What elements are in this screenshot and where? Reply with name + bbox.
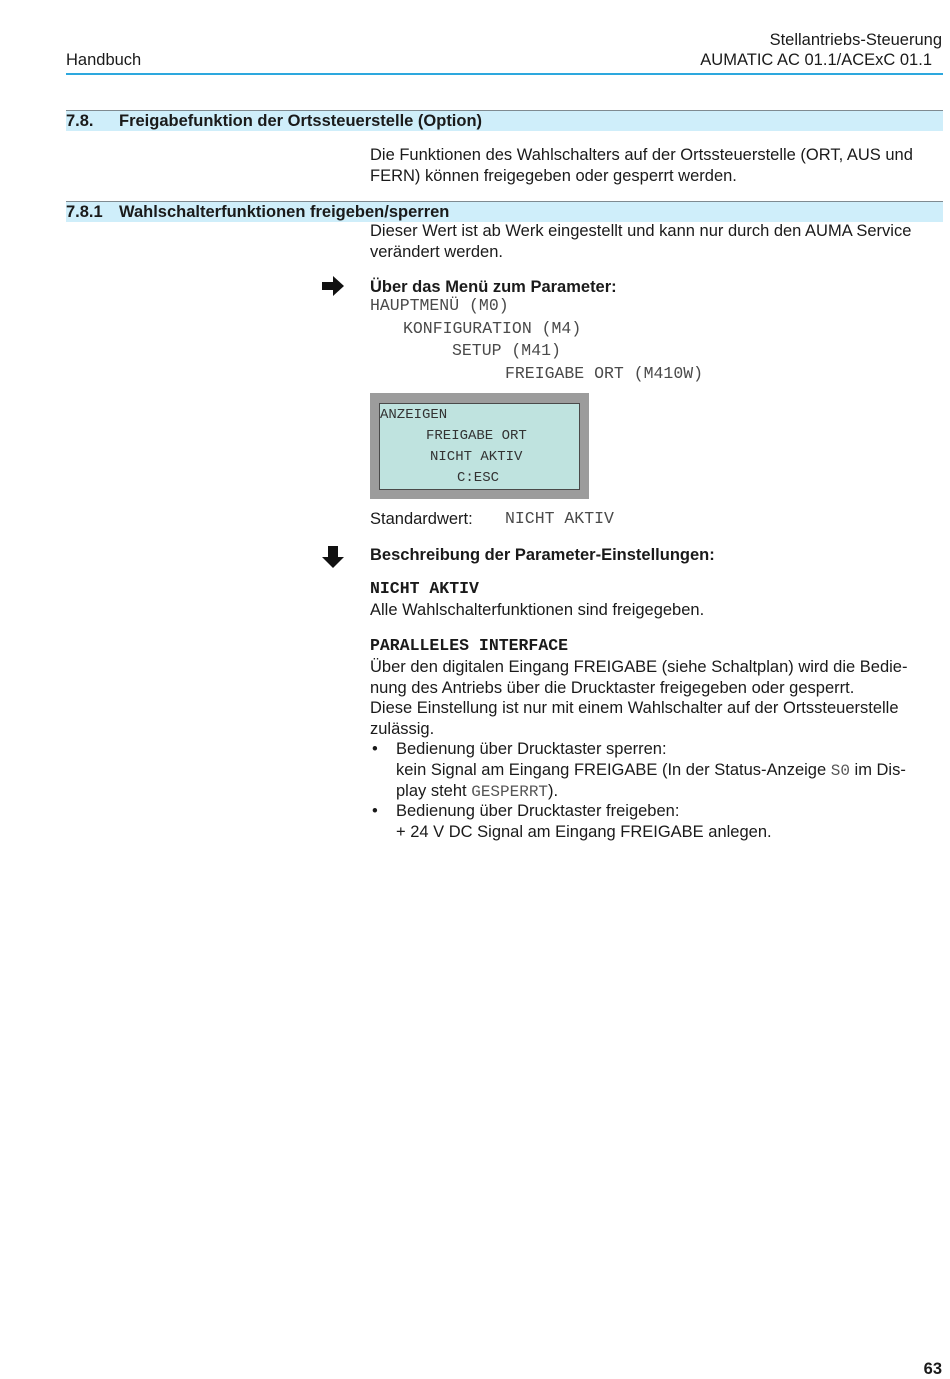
option-name-nicht-aktiv: NICHT AKTIV: [370, 579, 479, 598]
section-7-8-1-body: [370, 221, 940, 262]
section-7-8-body: [370, 145, 940, 186]
status-code: GESPERRT: [471, 783, 549, 801]
text-span: play steht: [396, 782, 472, 800]
arrow-right-icon: [322, 276, 344, 298]
header-manual-label: Handbuch: [66, 51, 142, 69]
text-span: im Dis-: [849, 760, 906, 779]
section-number: 7.8.1: [66, 203, 103, 221]
body-line: Die Funktionen des Wahlschalters auf der Ortssteuerstelle (ORT, AUS und: [370, 146, 913, 164]
section-title: Wahlschalterfunktionen freigeben/sperren: [119, 203, 450, 221]
default-value: NICHT AKTIV: [505, 509, 614, 528]
lcd-line-4: C:ESC: [457, 470, 500, 486]
description-heading: Beschreibung der Parameter-Einstellungen:: [370, 546, 715, 564]
bullet-title: Bedienung über Drucktaster sperren:: [396, 740, 667, 758]
bullet-line: + 24 V DC Signal am Eingang FREIGABE anlegen.: [396, 822, 772, 841]
text-span: kein Signal am Eingang FREIGABE (In der Status-Anzeige: [396, 760, 831, 779]
status-code: S0: [830, 761, 850, 780]
lcd-line-3: NICHT AKTIV: [430, 449, 523, 465]
page-number: 63: [923, 1360, 942, 1378]
text-span: ).: [548, 782, 559, 800]
arrow-down-icon: [322, 546, 344, 568]
bullet-item-lock: [396, 739, 941, 803]
option-text: Alle Wahlschalterfunktionen sind freigegeben.: [370, 601, 705, 619]
section-heading-7-8: [66, 110, 943, 131]
bullet-symbol: •: [372, 740, 378, 758]
body-line: nung des Antriebs über die Drucktaster freigegeben oder gesperrt.: [370, 678, 855, 697]
body-line: zulässig.: [370, 719, 435, 738]
header-rule: [66, 73, 943, 75]
default-value-label: Standardwert:: [370, 510, 473, 528]
lcd-display-screen: [379, 403, 580, 490]
bullet-line: [396, 760, 941, 782]
header-product-title: Stellantriebs-Steuerung: [769, 31, 942, 49]
menu-path-heading: Über das Menü zum Parameter:: [370, 278, 617, 296]
menu-level-1: KONFIGURATION (M4): [403, 319, 582, 338]
bullet-symbol: •: [372, 802, 378, 820]
bullet-item-unlock: [396, 801, 941, 842]
lcd-line-2: FREIGABE ORT: [426, 428, 527, 444]
menu-level-0: HAUPTMENÜ (M0): [370, 296, 509, 315]
body-line: Diese Einstellung ist nur mit einem Wahlschalter auf der Ortssteuerstelle: [370, 699, 899, 717]
section-title: Freigabefunktion der Ortssteuerstelle (Option): [119, 112, 483, 130]
body-line: verändert werden.: [370, 242, 503, 261]
body-line: Dieser Wert ist ab Werk eingestellt und kann nur durch den AUMA Service: [370, 222, 912, 240]
menu-level-3: FREIGABE ORT (M410W): [505, 364, 704, 383]
section-heading-7-8-1: [66, 201, 943, 222]
menu-level-2: SETUP (M41): [452, 341, 561, 360]
body-line: Über den digitalen Eingang FREIGABE (siehe Schaltplan) wird die Bedie-: [370, 658, 908, 676]
bullet-line: [396, 781, 941, 803]
bullet-title: Bedienung über Drucktaster freigeben:: [396, 802, 680, 820]
body-line: FERN) können freigegeben oder gesperrt werden.: [370, 166, 737, 185]
option-2-body: [370, 657, 940, 739]
option-name-paralleles-interface: PARALLELES INTERFACE: [370, 636, 569, 655]
header-product-model: AUMATIC AC 01.1/ACExC 01.1: [700, 51, 932, 69]
lcd-line-1: ANZEIGEN: [380, 407, 448, 423]
section-number: 7.8.: [66, 112, 94, 130]
